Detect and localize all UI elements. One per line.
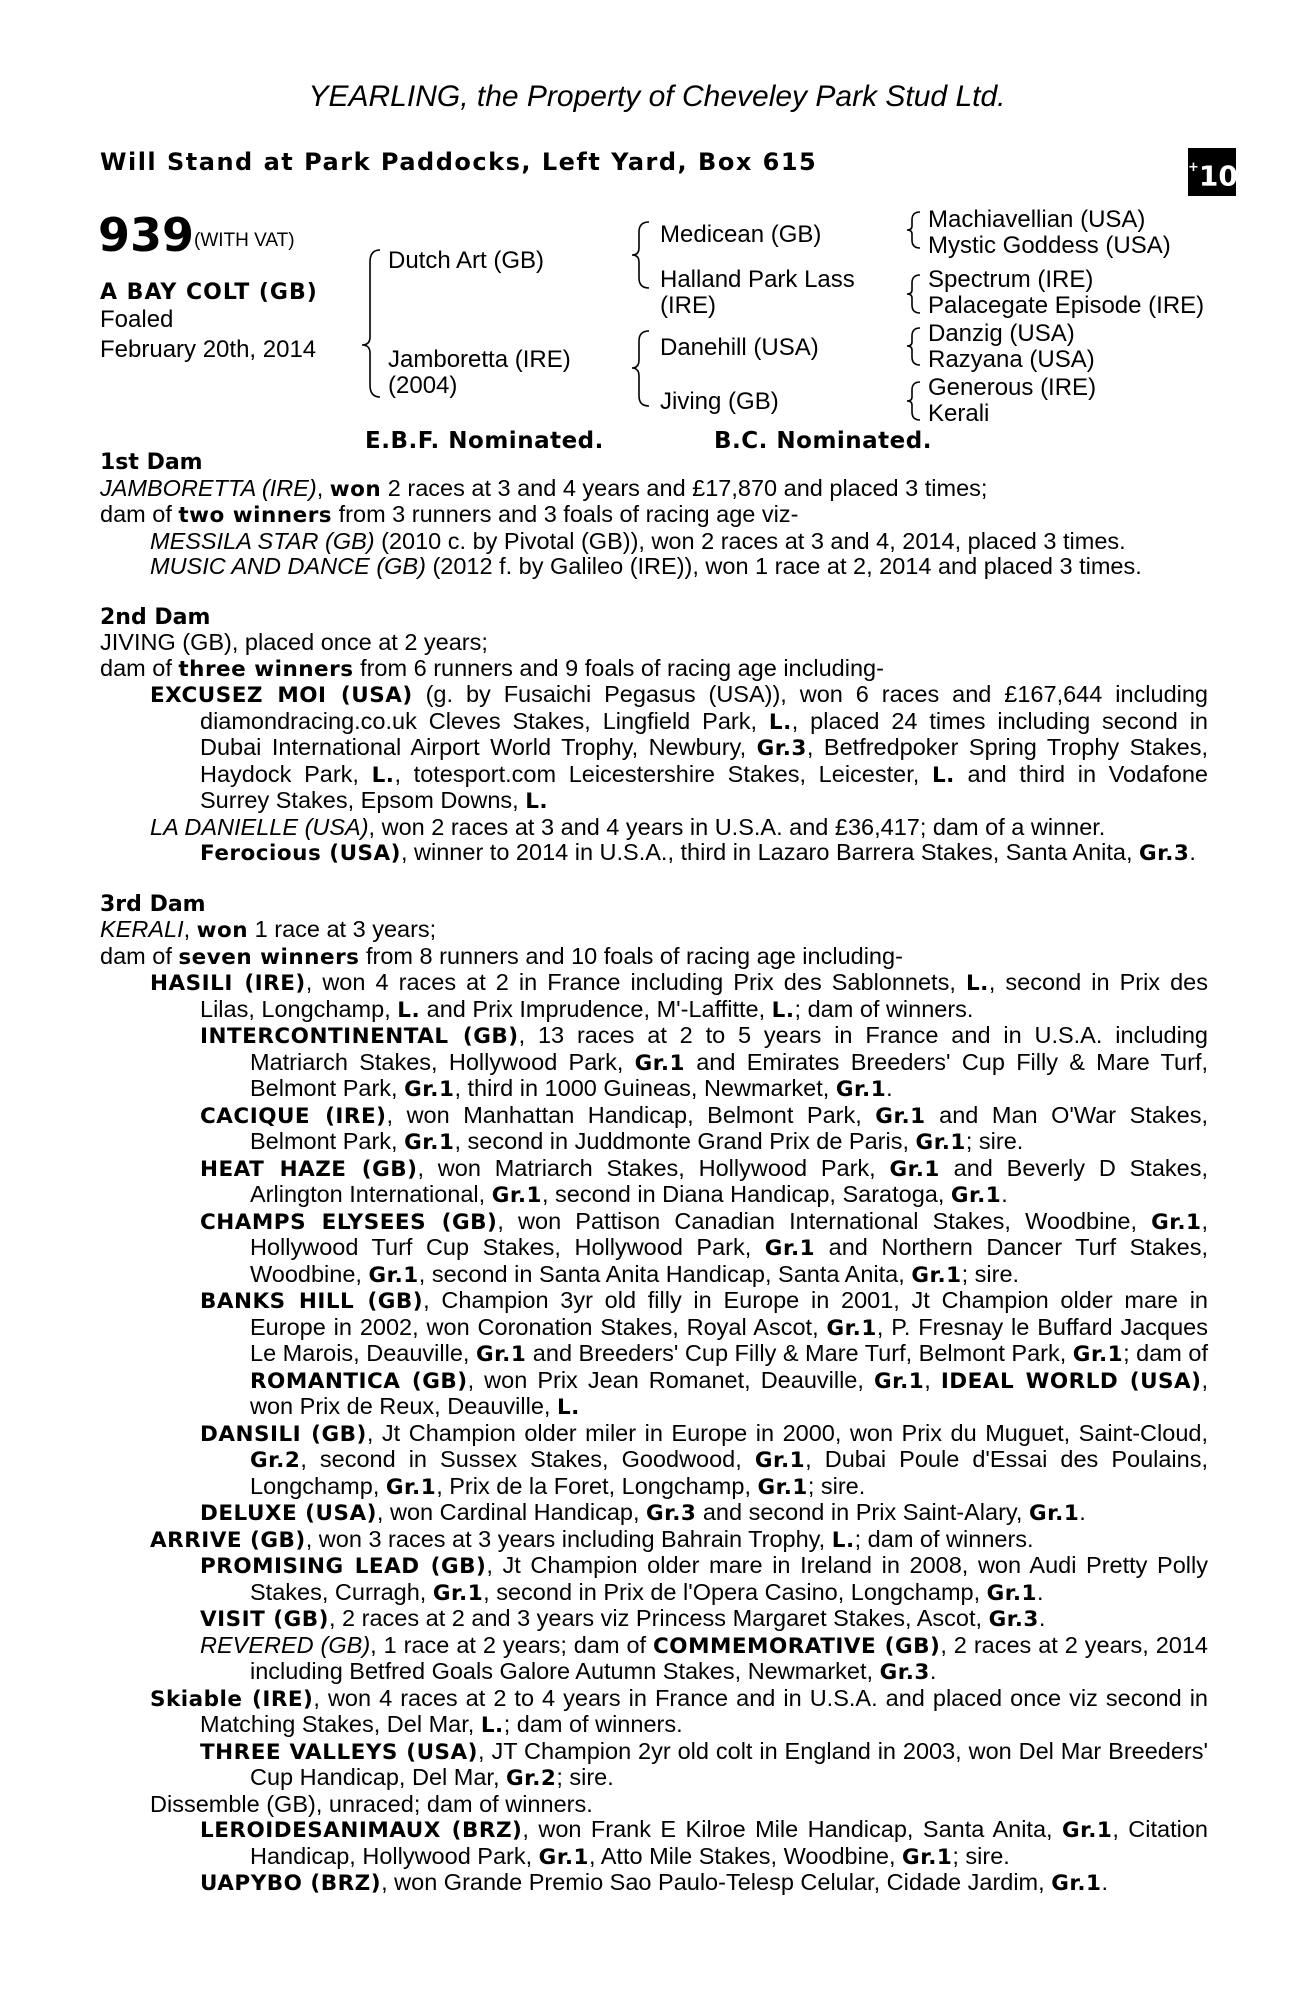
produce-music-and-dance: MUSIC AND DANCE (GB) (2012 f. by Galileo (IRE)), won 1 race at 2, 2014 and placed 3 times. <box>150 553 1142 579</box>
produce-heat-haze: HEAT HAZE (GB), won Matriarch Stakes, Hollywood Park, Gr.1 and Beverly D Stakes, Arlington International, Gr.1, second in Diana Handicap, Saratoga, Gr.1. <box>200 1154 1208 1208</box>
dss: Danzig (USA) <box>928 320 1075 347</box>
brace-gen3-3 <box>907 328 920 365</box>
brace-gen1 <box>362 250 380 397</box>
produce-visit: VISIT (GB), 2 races at 2 and 3 years viz Princess Margaret Stakes, Ascot, Gr.3. <box>200 1605 1046 1632</box>
produce-champs-elysees: CHAMPS ELYSEES (GB), won Pattison Canadian International Stakes, Woodbine, Gr.1, Hollywood Turf Cup Stakes, Hollywood Park, Gr.1 and Northern Dancer Turf Stakes, Woodbine, Gr.1, second in Santa Anita Handicap, Santa Anita, Gr.1; sire. <box>200 1207 1208 1288</box>
lot-description: A BAY COLT (GB) <box>100 280 318 305</box>
third-dam-heading: 3rd Dam <box>100 891 206 917</box>
first-dam-line: JAMBORETTA (IRE), won 2 races at 3 and 4 years and £17,870 and placed 3 times; <box>100 474 988 502</box>
lot-number: 939 <box>98 208 195 262</box>
foaled-date: February 20th, 2014 <box>100 336 317 363</box>
produce-excusez-moi: EXCUSEZ MOI (USA) (g. by Fusaichi Pegasus (USA)), won 6 races and £167,644 including diamondracing.co.uk Cleves Stakes, Lingfield Park, L., placed 24 times including second in Dubai International Airport World Trophy, Newbury, Gr.3, Betfredpoker Spring Trophy Stakes, Haydock Park, L., totesport.com Leicestershire Stakes, Leicester, L. and third in Vodafone Surrey Stakes, Epsom Downs, L. <box>150 681 1208 814</box>
second-dam-produce-summary: dam of three winners from 6 runners and 9 foals of racing age including- <box>100 654 884 682</box>
catalogue-title: YEARLING, the Property of Cheveley Park Stud Ltd. <box>308 80 1006 113</box>
produce-leroidesanimaux: LEROIDESANIMAUX (BRZ), won Frank E Kilroe Mile Handicap, Santa Anita, Gr.1, Citation Handicap, Hollywood Park, Gr.1, Atto Mile Stakes, Woodbine, Gr.1; sire. <box>200 1816 1208 1870</box>
third-dam-produce-summary: dam of seven winners from 8 runners and 10 foals of racing age including- <box>100 942 903 970</box>
brace-gen3-1 <box>907 212 920 248</box>
produce-ferocious: Ferocious (USA), winner to 2014 in U.S.A., third in Lazaro Barrera Stakes, Santa Anita, Gr.3. <box>200 839 1196 866</box>
badge-number: 10 <box>1198 159 1238 193</box>
produce-arrive: ARRIVE (GB), won 3 races at 3 years including Bahrain Trophy, L.; dam of winners. <box>150 1525 1034 1553</box>
brace-gen3-4 <box>907 382 920 420</box>
sds: Spectrum (IRE) <box>928 266 1094 293</box>
produce-intercontinental: INTERCONTINENTAL (GB), 13 races at 2 to 5 years in France and in U.S.A. including Matriarch Stakes, Hollywood Park, Gr.1 and Emirates Breeders' Cup Filly & Mare Turf, Belmont Park, Gr.1, third in 1000 Guineas, Newmarket, Gr.1. <box>200 1022 1208 1102</box>
produce-uapybo: UAPYBO (BRZ), won Grande Premio Sao Paulo-Telesp Celular, Cidade Jardim, Gr.1. <box>200 1869 1109 1896</box>
third-dam-line: KERALI, won 1 race at 3 years; <box>100 916 437 943</box>
sire-dam-line1: Halland Park Lass <box>660 266 855 293</box>
ddd: Kerali <box>928 400 990 427</box>
dam-line2: (2004) <box>388 372 458 399</box>
badge-plus: + <box>1188 160 1199 175</box>
sdd: Palacegate Episode (IRE) <box>928 292 1205 319</box>
second-dam-heading: 2nd Dam <box>100 604 211 630</box>
sire-dam-line2: (IRE) <box>660 292 716 319</box>
dds: Generous (IRE) <box>928 374 1097 401</box>
first-dam-produce-summary: dam of two winners from 3 runners and 3 foals of racing age viz- <box>100 501 799 528</box>
stand-location: Will Stand at Park Paddocks, Left Yard, Box 615 <box>100 148 818 176</box>
produce-dissemble: Dissemble (GB), unraced; dam of winners. <box>150 1790 593 1817</box>
first-dam-heading: 1st Dam <box>100 450 203 475</box>
catalogue-body <box>100 450 1208 1897</box>
sire-sire: Medicean (GB) <box>660 221 822 248</box>
second-dam-line: JIVING (GB), placed once at 2 years; <box>100 629 488 655</box>
produce-messila-star: MESSILA STAR (GB) (2010 c. by Pivotal (GB)), won 2 races at 3 and 4, 2014, placed 3 times. <box>150 527 1126 554</box>
lot-vat: (WITH VAT) <box>194 230 295 251</box>
produce-deluxe: DELUXE (USA), won Cardinal Handicap, Gr.3 and second in Prix Saint-Alary, Gr.1. <box>200 1499 1086 1526</box>
bc-nominated: B.C. Nominated. <box>714 428 932 454</box>
dam-line1: Jamboretta (IRE) <box>388 346 571 373</box>
produce-promising-lead: PROMISING LEAD (GB), Jt Champion older mare in Ireland in 2008, won Audi Pretty Polly Stakes, Curragh, Gr.1, second in Prix de l'Opera Casino, Longchamp, Gr.1. <box>200 1552 1208 1606</box>
dsd: Razyana (USA) <box>928 346 1095 373</box>
produce-la-danielle: LA DANIELLE (USA), won 2 races at 3 and 4 years in U.S.A. and £36,417; dam of a winner. <box>150 813 1106 840</box>
brace-gen3-2 <box>907 275 920 313</box>
dam-sire: Danehill (USA) <box>660 334 819 361</box>
brace-gen2-top <box>632 222 649 288</box>
ebf-nominated: E.B.F. Nominated. <box>365 428 604 454</box>
produce-banks-hill: BANKS HILL (GB), Champion 3yr old filly in Europe in 2001, Jt Champion older mare in Europe in 2002, won Coronation Stakes, Royal Ascot, Gr.1, P. Fresnay le Buffard Jacques Le Marois, Deauville, Gr.1 and Breeders' Cup Filly & Mare Turf, Belmont Park, Gr.1; dam of ROMANTICA (GB), won Prix Jean Romanet, Deauville, Gr.1, IDEAL WORLD (USA), won Prix de Reux, Deauville, L. <box>200 1287 1209 1420</box>
produce-cacique: CACIQUE (IRE), won Manhattan Handicap, Belmont Park, Gr.1 and Man O'War Stakes, Belmont Park, Gr.1, second in Juddmonte Grand Prix de Paris, Gr.1; sire. <box>200 1101 1209 1155</box>
produce-dansili: DANSILI (GB), Jt Champion older miler in Europe in 2000, won Prix du Muguet, Saint-Cloud, Gr.2, second in Sussex Stakes, Goodwood, Gr.1, Dubai Poule d'Essai des Poulains, Longchamp, Gr.1, Prix de la Foret, Longchamp, Gr.1; sire. <box>200 1419 1208 1500</box>
sire: Dutch Art (GB) <box>388 247 545 274</box>
produce-skiable: Skiable (IRE), won 4 races at 2 to 4 years in France and in U.S.A. and placed once viz second in Matching Stakes, Del Mar, L.; dam of winners. <box>150 1684 1208 1738</box>
dam-dam: Jiving (GB) <box>660 388 779 415</box>
produce-three-valleys: THREE VALLEYS (USA), JT Champion 2yr old colt in England in 2003, won Del Mar Breeders' Cup Handicap, Del Mar, Gr.2; sire. <box>200 1737 1208 1791</box>
produce-revered: REVERED (GB), 1 race at 2 years; dam of COMMEMORATIVE (GB), 2 races at 2 years, 2014 including Betfred Goals Galore Autumn Stakes, Newmarket, Gr.3. <box>200 1631 1208 1685</box>
brace-gen2-bottom <box>632 331 649 406</box>
foaled-label: Foaled <box>100 306 174 333</box>
sss: Machiavellian (USA) <box>928 206 1146 233</box>
ssd: Mystic Goddess (USA) <box>928 232 1171 259</box>
produce-hasili: HASILI (IRE), won 4 races at 2 in France including Prix des Sablonnets, L., second in Prix des Lilas, Longchamp, L. and Prix Imprudence, M'-Laffitte, L.; dam of winners. <box>150 969 1208 1023</box>
